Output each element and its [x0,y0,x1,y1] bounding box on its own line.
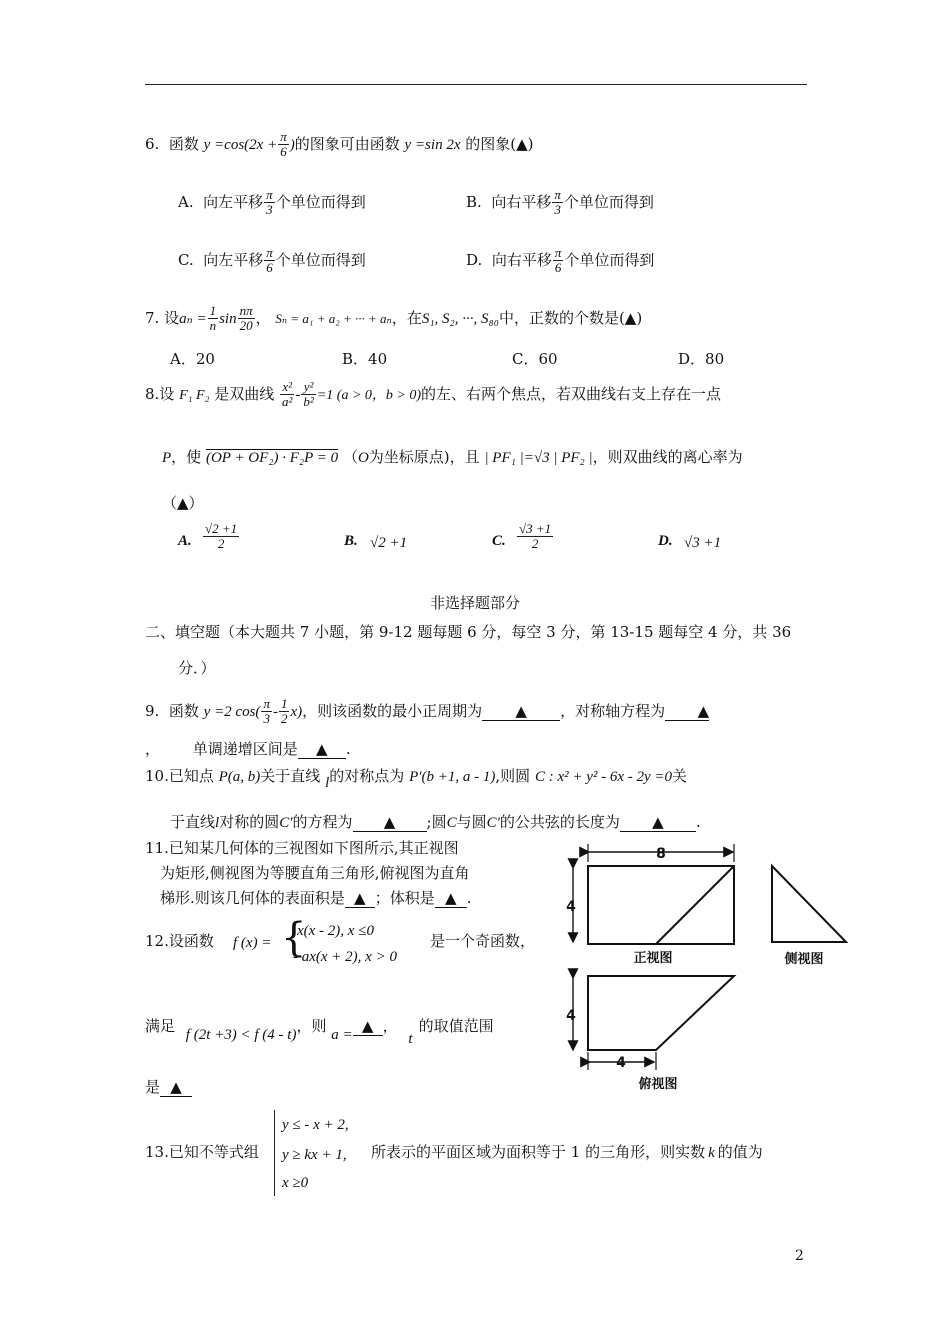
svg-text:4: 4 [616,1055,626,1071]
question-12-line3: 是 ▲ [145,1078,192,1097]
question-9: 9. 函数 y =2 cos( $\frac{\pi}{3}$ - $\frac{1}{2}$ x)，则该函数的最小正周期为 ▲ ，对称轴方程为 ▲ [145,696,710,727]
question-10-line2: 于直线l对称的圆C′的方程为 ▲ ;圆C与圆C′的公共弦的长度为 ▲ . [170,813,701,831]
question-11-line3: 梯形.则该几何体的表面积是 ▲ ；体积是 ▲ . [160,889,472,907]
question-13-stem: 所表示的平面区域为面积等于 1 的三角形，则实数 k 的值为 [371,1143,763,1161]
section2-heading: 二、填空题（本大题共 7 小题，第 9-12 题每题 6 分，每空 3 分，第 13-15 题每空 4 分，共 36 [145,623,792,641]
front-view-label: 正视图 [633,951,673,966]
side-view [772,866,846,942]
q6-option-b: B. 向右平移 $\frac{\pi}{3}$ 个单位而得到 [466,187,654,218]
q6-option-a: A. 向左平移 $\frac{\pi}{3}$ 个单位而得到 [178,187,366,218]
top-view-label: 俯视图 [638,1077,678,1092]
question-11-line2: 为矩形,侧视图为等腰直角三角形,俯视图为直角 [160,864,470,882]
three-view-figure [550,838,860,1098]
front-view [588,866,734,944]
q6-option-c: C. 向左平移 $\frac{\pi}{6}$ 个单位而得到 [178,245,366,276]
question-9-line2: ， 单调递增区间是 ▲ . [145,740,351,758]
section-title: 非选择题部分 [429,594,520,612]
question-12-line2: 满足 f (2t +3) < f (4 - t)，则 a = ▲ ， t的取值范围 [145,1017,494,1047]
dim-label: 8 [656,846,666,862]
header-rule [145,84,807,85]
question-8-line2: P，使 (OP + OF₂) · F₂P = 0 （O为坐标原点)，且 | PF₁ |=√3 | PF₂ |，则双曲线的离心率为 [162,448,743,466]
side-view-label: 侧视图 [784,952,824,967]
question-6: 6. 函数 y =cos(2x + $\frac{\pi}{6}$ )的图象可由函数 y =sin 2x 的图象(▲) [145,129,534,160]
fraction: $\frac{\pi}{6}$ [280,129,287,160]
question-8-line3: （▲） [162,494,204,512]
question-8: 8.设 F₁ F₂ 是双曲线 $\frac{\text{x²}}{\text{a²}}$ - $\frac{\text{y²}}{\text{b²}}$ =1 (a > 0，b > 0)的左、右两个焦点，若双曲线右支上存在一点 [145,379,722,410]
question-13: 13.已知不等式组 [145,1143,259,1161]
question-12: 12.设函数 [145,932,214,950]
top-view [588,976,734,1050]
question-10: 10.已知点 P(a, b)关于直线 l的对称点为 P′(b +1, a - 1),则圆 C : x² + y² - 6x - 2y =0关 [145,767,688,791]
question-11: 11.已知某几何体的三视图如下图所示,其正视图 [145,839,459,857]
svg-text:4: 4 [566,899,576,915]
question-7: 7. 设aₙ = $\frac{1}{n}$ sin $\frac{n\pi}{20}$ ， Sₙ = a₁ + a₂ + ··· + aₙ，在S₁, S₂, ···, S₈₀中，正数的个数是(▲) [145,303,643,334]
svg-text:4: 4 [566,1008,576,1024]
question-12-stem: 是一个奇函数， [430,932,536,950]
q6-option-d: D. 向右平移 $\frac{\pi}{6}$ 个单位而得到 [466,245,655,276]
section2-heading-line2: 分．） [178,659,216,677]
page-number: 2 [795,1248,804,1264]
